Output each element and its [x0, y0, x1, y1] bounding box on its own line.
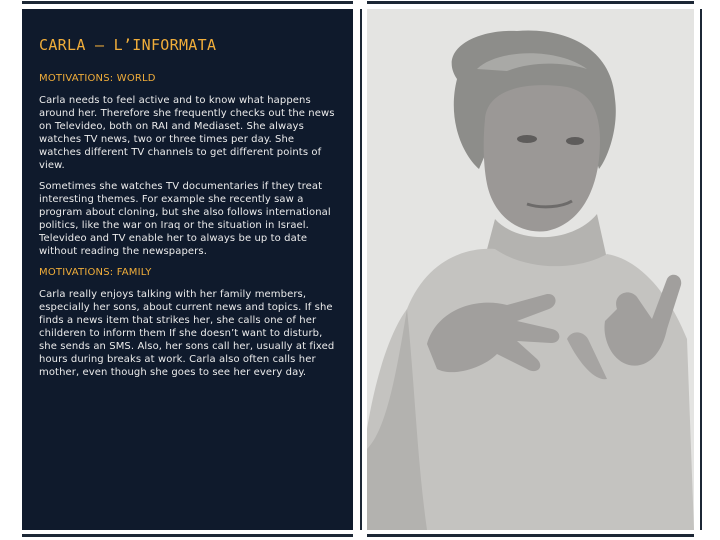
world-paragraph-1: Carla needs to feel active and to know what happens around her. Therefore she frequently checks out the news on Televideo, both on RAI and Mediaset. She always watches TV news, two or three times per day. She watches different TV channels to get different points of view.: [39, 95, 335, 171]
person-photo-icon: [367, 9, 694, 530]
right-edge-rule: [700, 9, 702, 530]
text-panel: [22, 9, 353, 530]
family-paragraph-1: Carla really enjoys talking with her family members, especially her sons, about current news and topics. If she finds a news item that strikes her, she calls one of her childeren to inform them If she doesn’t want to disturb, she sends an SMS. Also, her sons call her, usually at fixed hours during breaks at work. Carla also often calls her mother, even though she goes to see her every day.: [39, 289, 335, 378]
photo-panel: [367, 9, 694, 530]
persona-title: CARLA – L’INFORMATA: [39, 36, 217, 54]
top-rule-left: [22, 1, 353, 4]
section-heading-world: MOTIVATIONS: WORLD: [39, 73, 156, 84]
top-rule-right: [367, 1, 694, 4]
world-paragraph-2: Sometimes she watches TV documentaries if they treat interesting themes. For example she recently saw a program about cloning, but she also follows international politics, like the war on Iraq or the situation in Israel. Televideo and TV enable her to always be up to date without reading the newspapers.: [39, 181, 331, 257]
bottom-rule-left: [22, 534, 353, 537]
bottom-rule-right: [367, 534, 694, 537]
section-heading-family: MOTIVATIONS: FAMILY: [39, 267, 152, 278]
divider-rule: [360, 9, 362, 530]
